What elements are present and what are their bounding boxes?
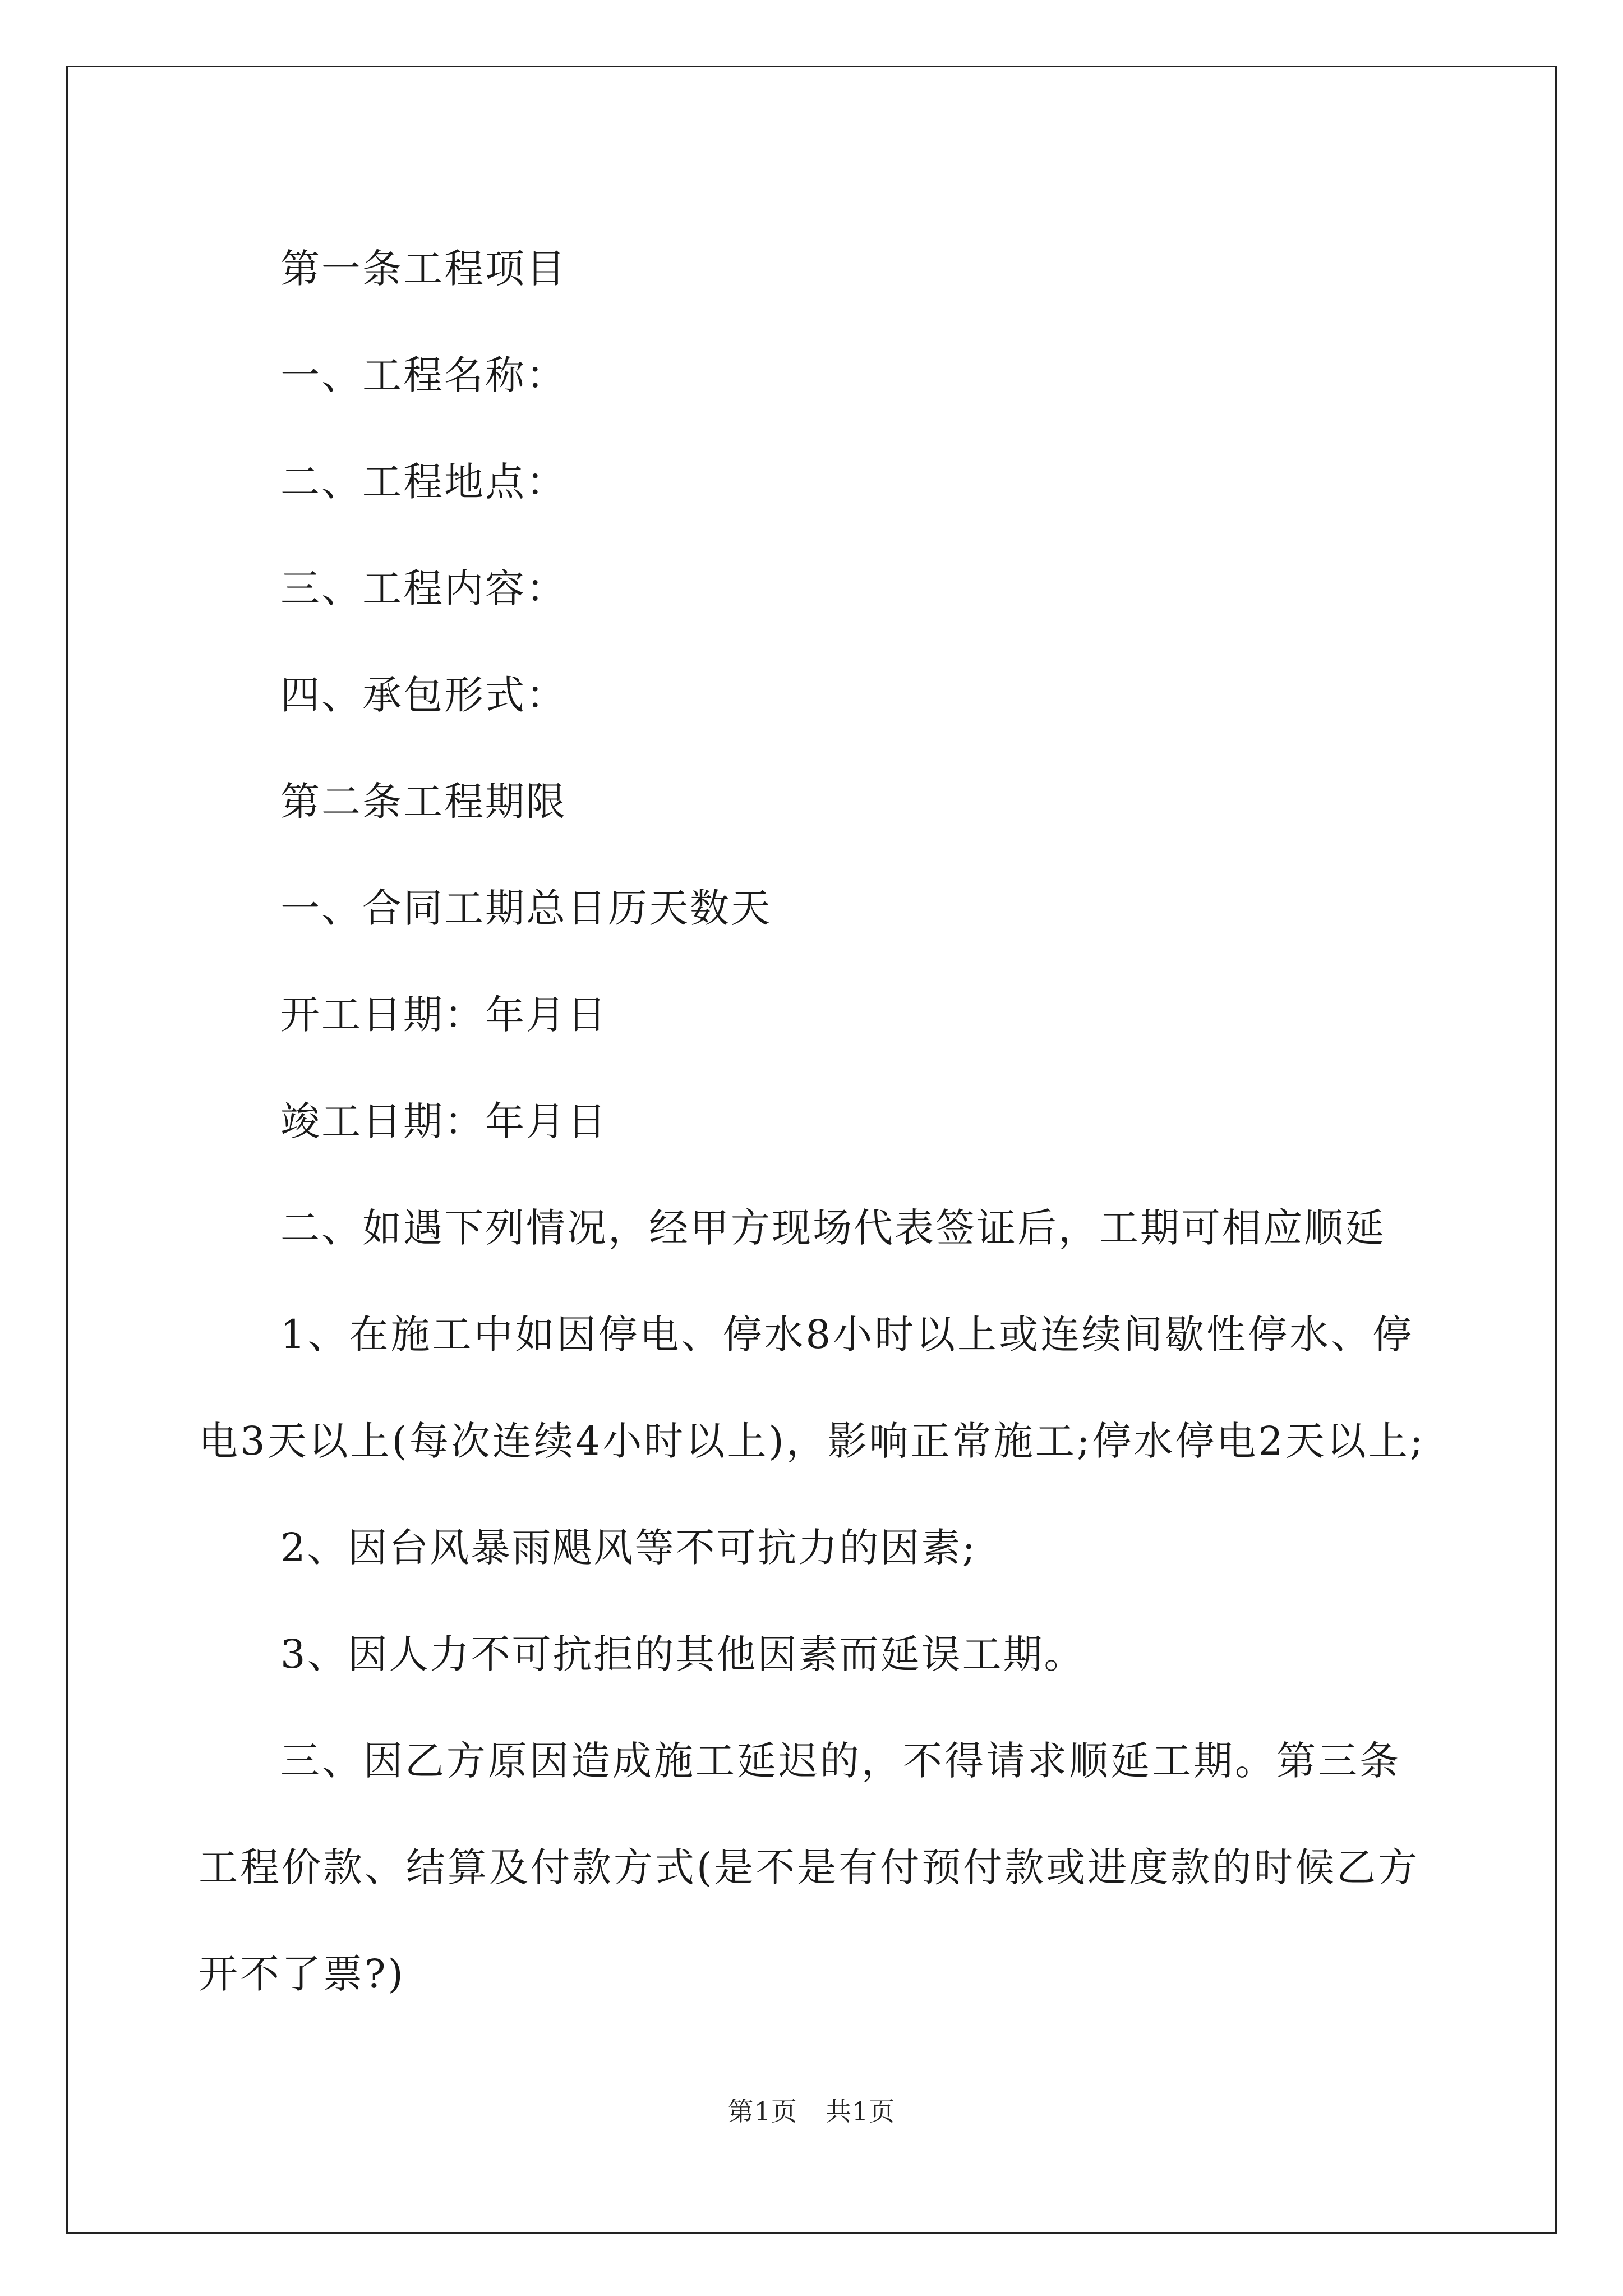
paragraph: 二、如遇下列情况，经甲方现场代表签证后，工期可相应顺延 [280, 1205, 1386, 1251]
paragraph: 2、因台风暴雨飓风等不可抗力的因素; [280, 1525, 978, 1571]
paragraph: 二、工程地点： [280, 459, 567, 505]
paragraph: 四、承包形式： [280, 672, 567, 718]
section-heading-2: 第二条工程期限 [280, 779, 567, 825]
paragraph: 一、合同工期总日历天数天 [280, 885, 772, 931]
section-heading-1: 第一条工程项目 [280, 246, 567, 292]
document-body [199, 215, 1438, 2027]
paragraph: 一、工程名称： [280, 352, 567, 398]
paragraph: 开工日期：年月日 [280, 992, 608, 1038]
paragraph: 三、因乙方原因造成施工延迟的，不得请求顺延工期。第三条工程价款、结算及付款方式(是不是有付预付款或进度款的时候乙方开不了票?) [199, 1738, 1420, 1997]
paragraph: 竣工日期：年月日 [280, 1098, 608, 1144]
page-number: 第1页 [727, 2096, 797, 2127]
paragraph: 3、因人力不可抗拒的其他因素而延误工期。 [280, 1631, 1085, 1677]
paragraph: 1、在施工中如因停电、停水8小时以上或连续间歇性停水、停电3天以上(每次连续4小时以上)，影响正常施工;停水停电2天以上; [199, 1312, 1426, 1464]
paragraph: 三、工程内容： [280, 565, 567, 611]
page-footer [0, 2091, 1623, 2128]
page-total: 共1页 [826, 2096, 896, 2127]
